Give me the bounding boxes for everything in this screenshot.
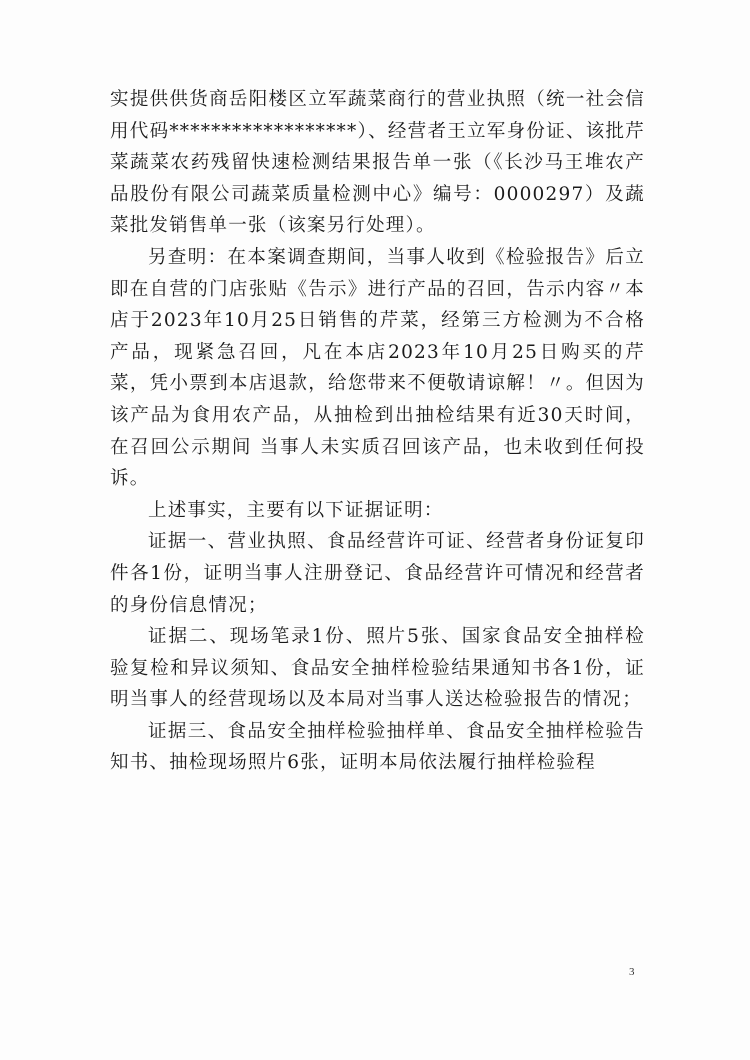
page-number: 3 bbox=[629, 966, 635, 978]
paragraph-evidence-intro: 上述事实，主要有以下证据证明： bbox=[148, 499, 444, 521]
document-body bbox=[110, 84, 645, 779]
paragraph-evidence-one: 证据一、营业执照、食品经营许可证、经营者身份证复印件各1份，证明当事人注册登记、食品经营许可情况和经营者的身份信息情况； bbox=[110, 531, 645, 616]
paragraph-evidence-two: 证据二、现场笔录1份、照片5张、国家食品安全抽样检验复检和异议须知、食品安全抽样检验结果通知书各1份，证明当事人的经营现场以及本局对当事人送达检验报告的情况； bbox=[110, 626, 645, 711]
paragraph-recall-investigation: 另查明：在本案调查期间，当事人收到《检验报告》后立即在自营的门店张贴《告示》进行产品的召回，告示内容〃本店于2023年10月25日销售的芹菜，经第三方检测为不合格产品，现紧急召回，凡在本店2023年10月25日购买的芹菜，凭小票到本店退款，给您带来不便敬请谅解！〃。但因为该产品为食用农产品，从抽检到出抽检结果有近30天时间，在召回公示期间 当事人未实质召回该产品，也未收到任何投诉。 bbox=[110, 246, 645, 490]
paragraph-supplier-documents: 实提供供货商岳阳楼区立军蔬菜商行的营业执照（统一社会信用代码******************）、经营者王立军身份证、该批芹菜蔬菜农药残留快速检测结果报告单一张（《长沙马王堆农产品股份有限公司蔬菜质量检测中心》编号：0000297）及蔬菜批发销售单一张（该案另行处理）。 bbox=[110, 89, 645, 237]
paragraph-evidence-three: 证据三、食品安全抽样检验抽样单、食品安全抽样检验告知书、抽检现场照片6张，证明本局依法履行抽样检验程 bbox=[110, 720, 645, 774]
